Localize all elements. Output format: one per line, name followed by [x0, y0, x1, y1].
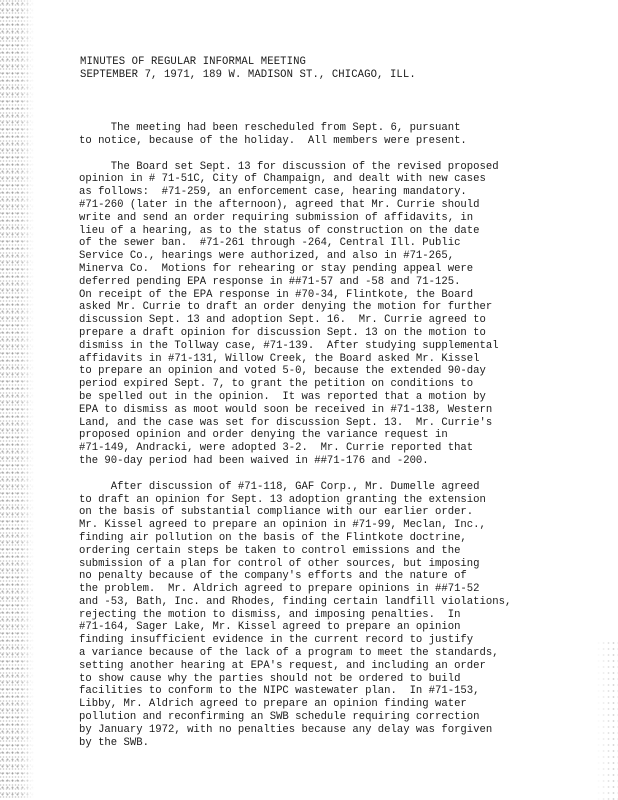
- paragraph-line: finding insufficient evidence in the current record to justify: [79, 634, 474, 647]
- paragraph-line: ordering certain steps be taken to control emissions and the: [79, 544, 461, 557]
- paragraph-line: be spelled out in the opinion. It was reported that a motion by: [79, 390, 486, 403]
- paragraph-line: pollution and reconfirming an SWB schedule requiring correction: [79, 711, 480, 724]
- paragraph-line: discussion Sept. 13 and adoption Sept. 16. Mr. Currie agreed to: [79, 314, 486, 327]
- paragraph-line: The Board set Sept. 13 for discussion of the revised proposed: [79, 160, 499, 173]
- paragraph-line: the 90-day period had been waived in ##71-176 and -200.: [79, 454, 429, 467]
- paragraph-line: period expired Sept. 7, to grant the petition on conditions to: [79, 378, 474, 391]
- paragraph-line: by the SWB.: [79, 736, 149, 749]
- paragraph-line: on the basis of substantial compliance with our earlier order.: [79, 506, 474, 519]
- paragraph-line: rejecting the motion to dismiss, and imposing penalties. In: [79, 608, 461, 621]
- paragraph-line: prepare a draft opinion for discussion Sept. 13 on the motion to: [79, 326, 486, 339]
- paragraph-line: #71-164, Sager Lake, Mr. Kissel agreed to prepare an opinion: [79, 621, 461, 634]
- paragraph-line: no penalty because of the company's efforts and the nature of: [79, 570, 467, 583]
- minutes-body: [79, 122, 579, 762]
- paragraph-line: finding air pollution on the basis of the Flintkote doctrine,: [79, 531, 467, 544]
- paragraph-line: and -53, Bath, Inc. and Rhodes, finding certain landfill violations,: [79, 595, 512, 608]
- paragraph-line: facilities to conform to the NIPC wastewater plan. In #71-153,: [79, 685, 480, 698]
- paragraph-line: Minerva Co. Motions for rehearing or stay pending appeal were: [79, 262, 474, 275]
- paragraph-line: as follows: #71-259, an enforcement case, hearing mandatory.: [79, 186, 467, 199]
- paragraph-line: a variance because of the lack of a program to meet the standards,: [79, 647, 499, 660]
- paragraph: [79, 161, 579, 468]
- paragraph: [79, 481, 579, 750]
- paragraph-line: asked Mr. Currie to draft an order denying the motion for further: [79, 301, 493, 314]
- paragraph-line: Land, and the case was set for discussion Sept. 13. Mr. Currie's: [79, 416, 493, 429]
- paragraph-line: affidavits in #71-131, Willow Creek, the Board asked Mr. Kissel: [79, 352, 480, 365]
- paragraph-line: submission of a plan for control of other sources, but imposing: [79, 557, 480, 570]
- minutes-header: [80, 56, 416, 82]
- paragraph-line: #71-260 (later in the afternoon), agreed that Mr. Currie should: [79, 198, 480, 211]
- paragraph-line: of the sewer ban. #71-261 through -264, Central Ill. Public: [79, 237, 461, 250]
- paragraph-line: dismiss in the Tollway case, #71-139. After studying supplemental: [79, 339, 499, 352]
- header-title: MINUTES OF REGULAR INFORMAL MEETING: [80, 56, 307, 68]
- paragraph-line: to notice, because of the holiday. All members were present.: [79, 134, 467, 147]
- paragraph: [79, 122, 579, 148]
- paragraph-line: #71-149, Andracki, were adopted 3-2. Mr. Currie reported that: [79, 442, 474, 455]
- scan-edge-right: [596, 640, 618, 800]
- paragraph-line: to show cause why the parties should not be ordered to build: [79, 672, 461, 685]
- scan-edge-left: [0, 0, 34, 800]
- paragraph-line: Mr. Kissel agreed to prepare an opinion in #71-99, Meclan, Inc.,: [79, 519, 486, 532]
- paragraph-line: After discussion of #71-118, GAF Corp., Mr. Dumelle agreed: [79, 480, 480, 493]
- paragraph-line: the problem. Mr. Aldrich agreed to prepare opinions in ##71-52: [79, 583, 480, 596]
- paragraph-line: write and send an order requiring submission of affidavits, in: [79, 211, 474, 224]
- paragraph-line: to draft an opinion for Sept. 13 adoption granting the extension: [79, 493, 486, 506]
- paragraph-line: opinion in # 71-51C, City of Champaign, and dealt with new cases: [79, 173, 486, 186]
- paragraph-line: deferred pending EPA response in ##71-57 and -58 and 71-125.: [79, 275, 461, 288]
- paragraph-line: to prepare an opinion and voted 5-0, because the extended 90-day: [79, 365, 486, 378]
- paragraph-line: EPA to dismiss as moot would soon be received in #71-138, Western: [79, 403, 493, 416]
- paragraph-line: Libby, Mr. Aldrich agreed to prepare an opinion finding water: [79, 698, 467, 711]
- paragraph-line: setting another hearing at EPA's request, and including an order: [79, 659, 486, 672]
- paragraph-line: Service Co., hearings were authorized, and also in #71-265,: [79, 250, 455, 263]
- paragraph-line: proposed opinion and order denying the variance request in: [79, 429, 448, 442]
- paragraph-line: The meeting had been rescheduled from Sept. 6, pursuant: [79, 122, 461, 134]
- paragraph-line: by January 1972, with no penalties because any delay was forgiven: [79, 723, 493, 736]
- header-date-location: SEPTEMBER 7, 1971, 189 W. MADISON ST., CHICAGO, ILL.: [80, 69, 416, 81]
- paragraph-line: On receipt of the EPA response in #70-34, Flintkote, the Board: [79, 288, 474, 301]
- paragraph-line: lieu of a hearing, as to the status of construction on the date: [79, 224, 480, 237]
